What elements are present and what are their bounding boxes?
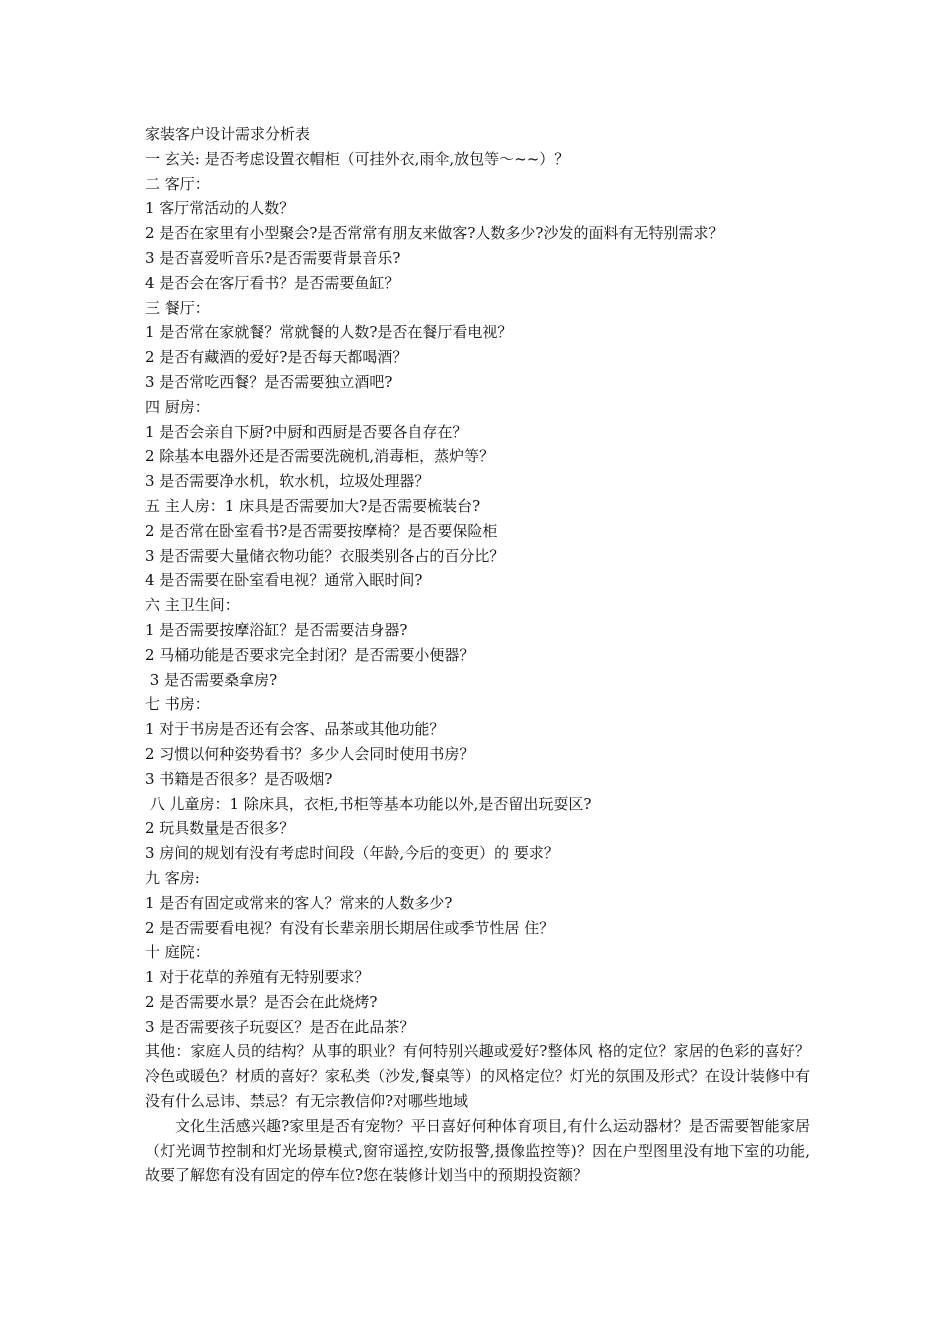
section-heading-living-room: 二 客厅： [145, 174, 210, 193]
question-line: 3 是否喜爱听音乐?是否需要背景音乐? [145, 248, 401, 267]
question-line: 3 是否需要孩子玩耍区？是否在此品茶？ [145, 1017, 415, 1036]
question-line: 3 房间的规划有没有考虑时间段（年龄,今后的变更）的 要求？ [145, 844, 559, 863]
question-line: 3 是否需要桑拿房? [145, 670, 278, 689]
question-line: 2 玩具数量是否很多？ [145, 819, 295, 838]
question-line: 3 是否常吃西餐？是否需要独立酒吧? [145, 372, 393, 391]
section-heading-master-bedroom: 五 主人房：1 床具是否需要加大?是否需要梳装台? [145, 496, 481, 515]
section-heading-kids-room: 八 儿童房：1 除床具，衣柜,书柜等基本功能以外,是否留出玩耍区? [145, 794, 592, 813]
other-paragraph: 其他：家庭人员的结构？从事的职业？有何特别兴趣或爱好?整体风 格的定位？家居的色彩的喜好？冷色或暖色？材质的喜好？家私类（沙发,餐桌等）的风格定位？灯光的氛围及形式？在设计装修中有没有什么忌讳、禁忌？有无宗教信仰?对哪些地域 [145, 1042, 810, 1111]
question-line: 2 是否常在卧室看书?是否需要按摩椅？是否要保险柜 [145, 521, 498, 540]
document-title: 家装客户设计需求分析表 [145, 125, 311, 143]
question-line: 1 是否会亲自下厨?中厨和西厨是否要各自存在？ [145, 422, 468, 441]
section-heading-guest-room: 九 客房: [145, 868, 200, 887]
document-body [145, 122, 810, 1188]
question-line: 2 习惯以何种姿势看书？多少人会同时使用书房？ [145, 744, 475, 763]
question-line: 4 是否需要在卧室看电视？通常入眠时间? [145, 571, 423, 590]
question-line: 1 客厅常活动的人数？ [145, 199, 295, 218]
question-line: 1 对于花草的养殖有无特别要求？ [145, 968, 370, 987]
question-line: 1 对于书房是否还有会客、品茶或其他功能？ [145, 720, 445, 739]
question-line: 3 书籍是否很多？是否吸烟? [145, 769, 333, 788]
question-line: 3 是否需要大量储衣物功能？衣服类别各占的百分比？ [145, 546, 505, 565]
section-heading-kitchen: 四 厨房： [145, 397, 210, 416]
section-heading-master-bathroom: 六 主卫生间： [145, 596, 240, 615]
section-heading-dining-room: 三 餐厅： [145, 298, 210, 317]
question-line: 3 是否需要净水机，软水机，垃圾处理器？ [145, 472, 430, 491]
question-line: 1 是否需要按摩浴缸？是否需要洁身器? [145, 620, 408, 639]
question-line: 2 是否需要水景？是否会在此烧烤? [145, 992, 378, 1011]
final-paragraph: 文化生活感兴趣?家里是否有宠物？平日喜好何种体育项目,有什么运动器材？是否需要智能家居（灯光调节控制和灯光场景模式,窗帘遥控,安防报警,摄像监控等)？因在户型图里没有地下室的功能,故要了解您有没有固定的停车位?您在装修计划当中的预期投资额？ [145, 1116, 810, 1185]
question-line: 2 是否有藏酒的爱好?是否每天都喝酒？ [145, 348, 408, 367]
question-line: 1 是否有固定或常来的客人？常来的人数多少? [145, 893, 453, 912]
question-line: 2 是否在家里有小型聚会?是否常常有朋友来做客?人数多少?沙发的面料有无特别需求？ [145, 224, 724, 243]
entrance-question: 一 玄关: 是否考虑设置衣帽柜（可挂外衣,雨伞,放包等～~~）？ [145, 149, 570, 168]
section-heading-study: 七 书房： [145, 695, 210, 714]
question-line: 2 是否需要看电视？有没有长辈亲朋长期居住或季节性居 住？ [145, 918, 555, 937]
question-line: 2 马桶功能是否要求完全封闭？是否需要小便器？ [145, 645, 475, 664]
question-line: 2 除基本电器外还是否需要洗碗机,消毒柜，蒸炉等？ [145, 447, 495, 466]
section-heading-garden: 十 庭院： [145, 943, 210, 962]
question-line: 4 是否会在客厅看书？是否需要鱼缸？ [145, 273, 400, 292]
question-line: 1 是否常在家就餐？常就餐的人数?是否在餐厅看电视？ [145, 323, 513, 342]
